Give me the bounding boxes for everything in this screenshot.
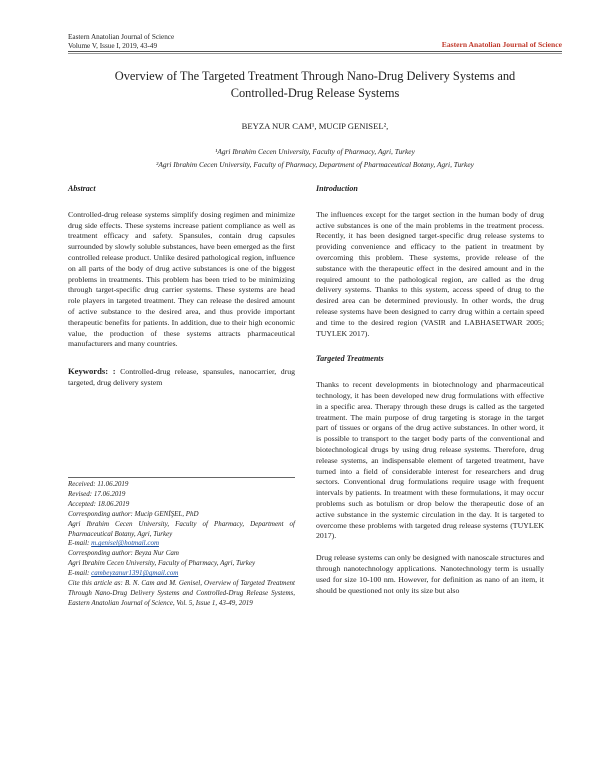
introduction-section bbox=[316, 184, 544, 596]
journal-name: Eastern Anatolian Journal of Science bbox=[68, 33, 175, 41]
email-2-link[interactable]: cambeyzanur1391@gmail.com bbox=[91, 569, 179, 578]
article-metadata bbox=[68, 480, 295, 609]
journal-header-title: Eastern Anatolian Journal of Science bbox=[441, 40, 562, 49]
introduction-heading: Introduction bbox=[316, 184, 358, 193]
abstract-section bbox=[68, 184, 295, 389]
authors: BEYZA NUR CAM¹, MUCIP GENISEL², bbox=[241, 121, 389, 131]
email-2-label: E-mail: bbox=[68, 569, 92, 578]
revised-date: Revised: 17.06.2019 bbox=[68, 489, 126, 498]
email-1 bbox=[68, 539, 295, 549]
abstract-text: Controlled-drug release systems simplify dosing regimen and minimize drug side effects. These systems increase patient compliance as well as treatment efficacy and safety. Spansules, contain drug capsules surrounded by slowly soluble substances, have been emerged as the first controlled release product. Unlike desired pathological region, influence on all parts of the body of drug active substances is one of the biggest problems in treatments. This problem has been tried to be minimizing through target-specific drug carrier systems. These systems are head role players in targeted treatment. They can release the desired amount of active substance to the desired area, and thus provide important therapeutic benefits for patients. In addition, due to their high economic value, the production of these systems attracts pharmaceutical manufacturers and many countries. bbox=[68, 209, 295, 349]
header-rule bbox=[68, 51, 562, 52]
targeted-treatments-heading: Targeted Treatments bbox=[316, 354, 384, 364]
targeted-treatments-para-2: Drug release systems can only be designed with nanoscale structures and through nanotechnology applications. Nanotechnology term is usually used for size 10-100 nm. However, for definition as nano of an item, it should be questioned not only its size but also bbox=[316, 553, 544, 595]
volume-line: Volume V, Issue I, 2019, 43-49 bbox=[68, 41, 158, 50]
running-header bbox=[68, 33, 174, 50]
corresponding-author-2: Corresponding author: Beyza Nur Cam bbox=[68, 549, 179, 558]
email-2 bbox=[68, 569, 295, 579]
affiliation-1: ¹Agri Ibrahim Cecen University, Faculty of Pharmacy, Agri, Turkey bbox=[215, 147, 415, 156]
paper-title bbox=[60, 68, 570, 102]
header-rule-thin bbox=[68, 53, 562, 54]
targeted-treatments-para-1: Thanks to recent developments in biotechnology and pharmaceutical technology, it has been developed new drug formulations with effective in a specific area. Therapy through these drugs is called as the targeted treatment. The main purpose of drug targeting is storage in the target part of tissues or organs of the drug active substances. In other word, it is possible to transport to the target body parts of the conventional and biotechnological drugs by using drug release systems. Therefore, drug release systems, an indispensable element of targeted treatment, have turned into a field of considerable interest for researchers and drug sectors. Conventional drug formulations require usage with frequent intervals by patients. In treatment with these formulations, it may occur problems such as botulism or drop below the therapeutic dose of an active substance in the systemic circulation in the day. It is targeted to overcome these problems with targeted drug release systems (TUYLEK 2017). bbox=[316, 380, 544, 541]
corresponding-author-1-affiliation: Agri Ibrahim Cecen University, Faculty of Pharmacy, Department of Pharmaceutical Botany, Agri, Turkey bbox=[68, 519, 295, 538]
keywords-text: Controlled-drug release, spansules, nanocarrier, drug targeted, drug delivery system bbox=[68, 367, 296, 387]
accepted-date: Accepted: 18.06.2019 bbox=[68, 499, 130, 508]
keywords bbox=[68, 366, 295, 389]
introduction-text: The influences except for the target section in the human body of drug active substances is one of the main problems in the treatment process. Recently, it has been designed target-specific drug release systems to providing convenience and efficacy to the patient in treatment by overcoming this problem. These systems, provide release of the substance with the therapeutic effect in the desired amount and in the required amount to the pathological region, are called as the drug delivery systems. Thanks to this system, access speed of drug to the desired area can be determined previously. In other words, the drug release systems have been designed to carry drug within a certain speed and time to the desired region (VASIR and LABHASETWAR 2005; TUYLEK 2017). bbox=[316, 209, 544, 338]
affiliation-2: ²Agri Ibrahim Cecen University, Faculty of Pharmacy, Department of Pharmaceutical Botany, Agri, Turkey bbox=[156, 160, 474, 169]
title-line-2: Controlled-Drug Release Systems bbox=[230, 86, 400, 100]
abstract-heading: Abstract bbox=[68, 184, 96, 193]
citation: Cite this article as: B. N. Cam and M. Genisel, Overview of Targeted Treatment Through Nano-Drug Delivery Systems and Controlled-Drug Release Systems, Eastern Anatolian Journal of Science, Vol. 5, Issue 1, 43-49, 2019 bbox=[68, 579, 295, 607]
keywords-label: Keywords: : bbox=[68, 366, 116, 377]
received-date: Received: 11.06.2019 bbox=[68, 480, 129, 488]
email-1-link[interactable]: m.genisel@hotmail.com bbox=[91, 539, 160, 548]
email-1-label: E-mail: bbox=[68, 539, 92, 548]
footnote-rule bbox=[68, 477, 295, 478]
corresponding-author-1: Corresponding author: Mucip GENİŞEL, PhD bbox=[68, 509, 199, 518]
corresponding-author-2-affiliation: Agri Ibrahim Cecen University, Faculty of Pharmacy, Agri, Turkey bbox=[68, 559, 256, 568]
title-line-1: Overview of The Targeted Treatment Through Nano-Drug Delivery Systems and bbox=[114, 69, 516, 83]
